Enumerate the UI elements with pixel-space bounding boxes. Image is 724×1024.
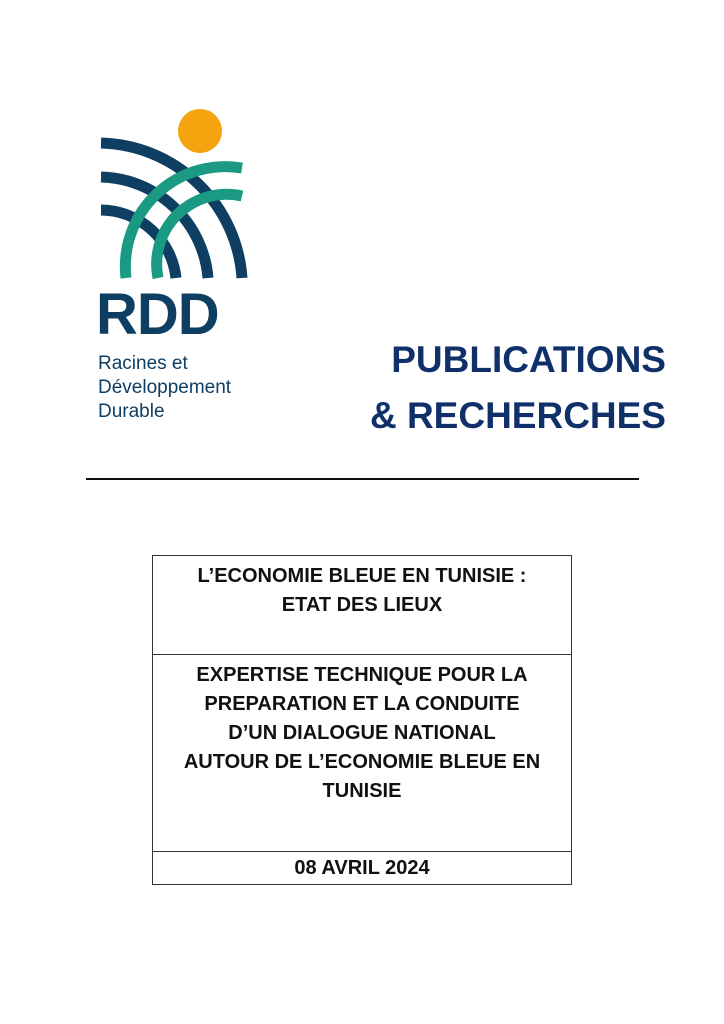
document-subtitle-line: PREPARATION ET LA CONDUITE (204, 693, 520, 715)
document-info-table (152, 555, 572, 885)
sun-icon (178, 109, 222, 153)
logo-subtitle-line: Développement (98, 377, 232, 398)
document-subtitle-line: AUTOUR DE L’ECONOMIE BLEUE EN (183, 751, 541, 773)
document-date: 08 AVRIL 2024 (294, 857, 430, 879)
horizontal-divider (86, 478, 639, 480)
document-title-line: L’ECONOMIE BLEUE EN TUNISIE : (197, 565, 527, 587)
logo-subtitle-line: Racines et (98, 353, 188, 374)
rdd-logo-emblem-icon (96, 106, 256, 286)
document-subtitle-line: TUNISIE (322, 780, 402, 802)
logo-subtitle-line: Durable (98, 401, 165, 422)
publications-title (370, 332, 666, 444)
arcs-icon (101, 143, 242, 278)
publications-title-line: PUBLICATIONS (391, 339, 666, 380)
document-date-cell (153, 852, 571, 884)
rdd-logo (96, 106, 256, 426)
document-title-line: ETAT DES LIEUX (281, 594, 443, 616)
publications-title-line: & RECHERCHES (369, 395, 666, 436)
document-subtitle-cell (153, 655, 571, 852)
document-title-cell (153, 556, 571, 655)
document-subtitle-line: D’UN DIALOGUE NATIONAL (228, 722, 496, 744)
document-subtitle-line: EXPERTISE TECHNIQUE POUR LA (196, 664, 528, 686)
logo-subtitle (98, 352, 231, 424)
logo-wordmark: RDD (96, 282, 219, 347)
